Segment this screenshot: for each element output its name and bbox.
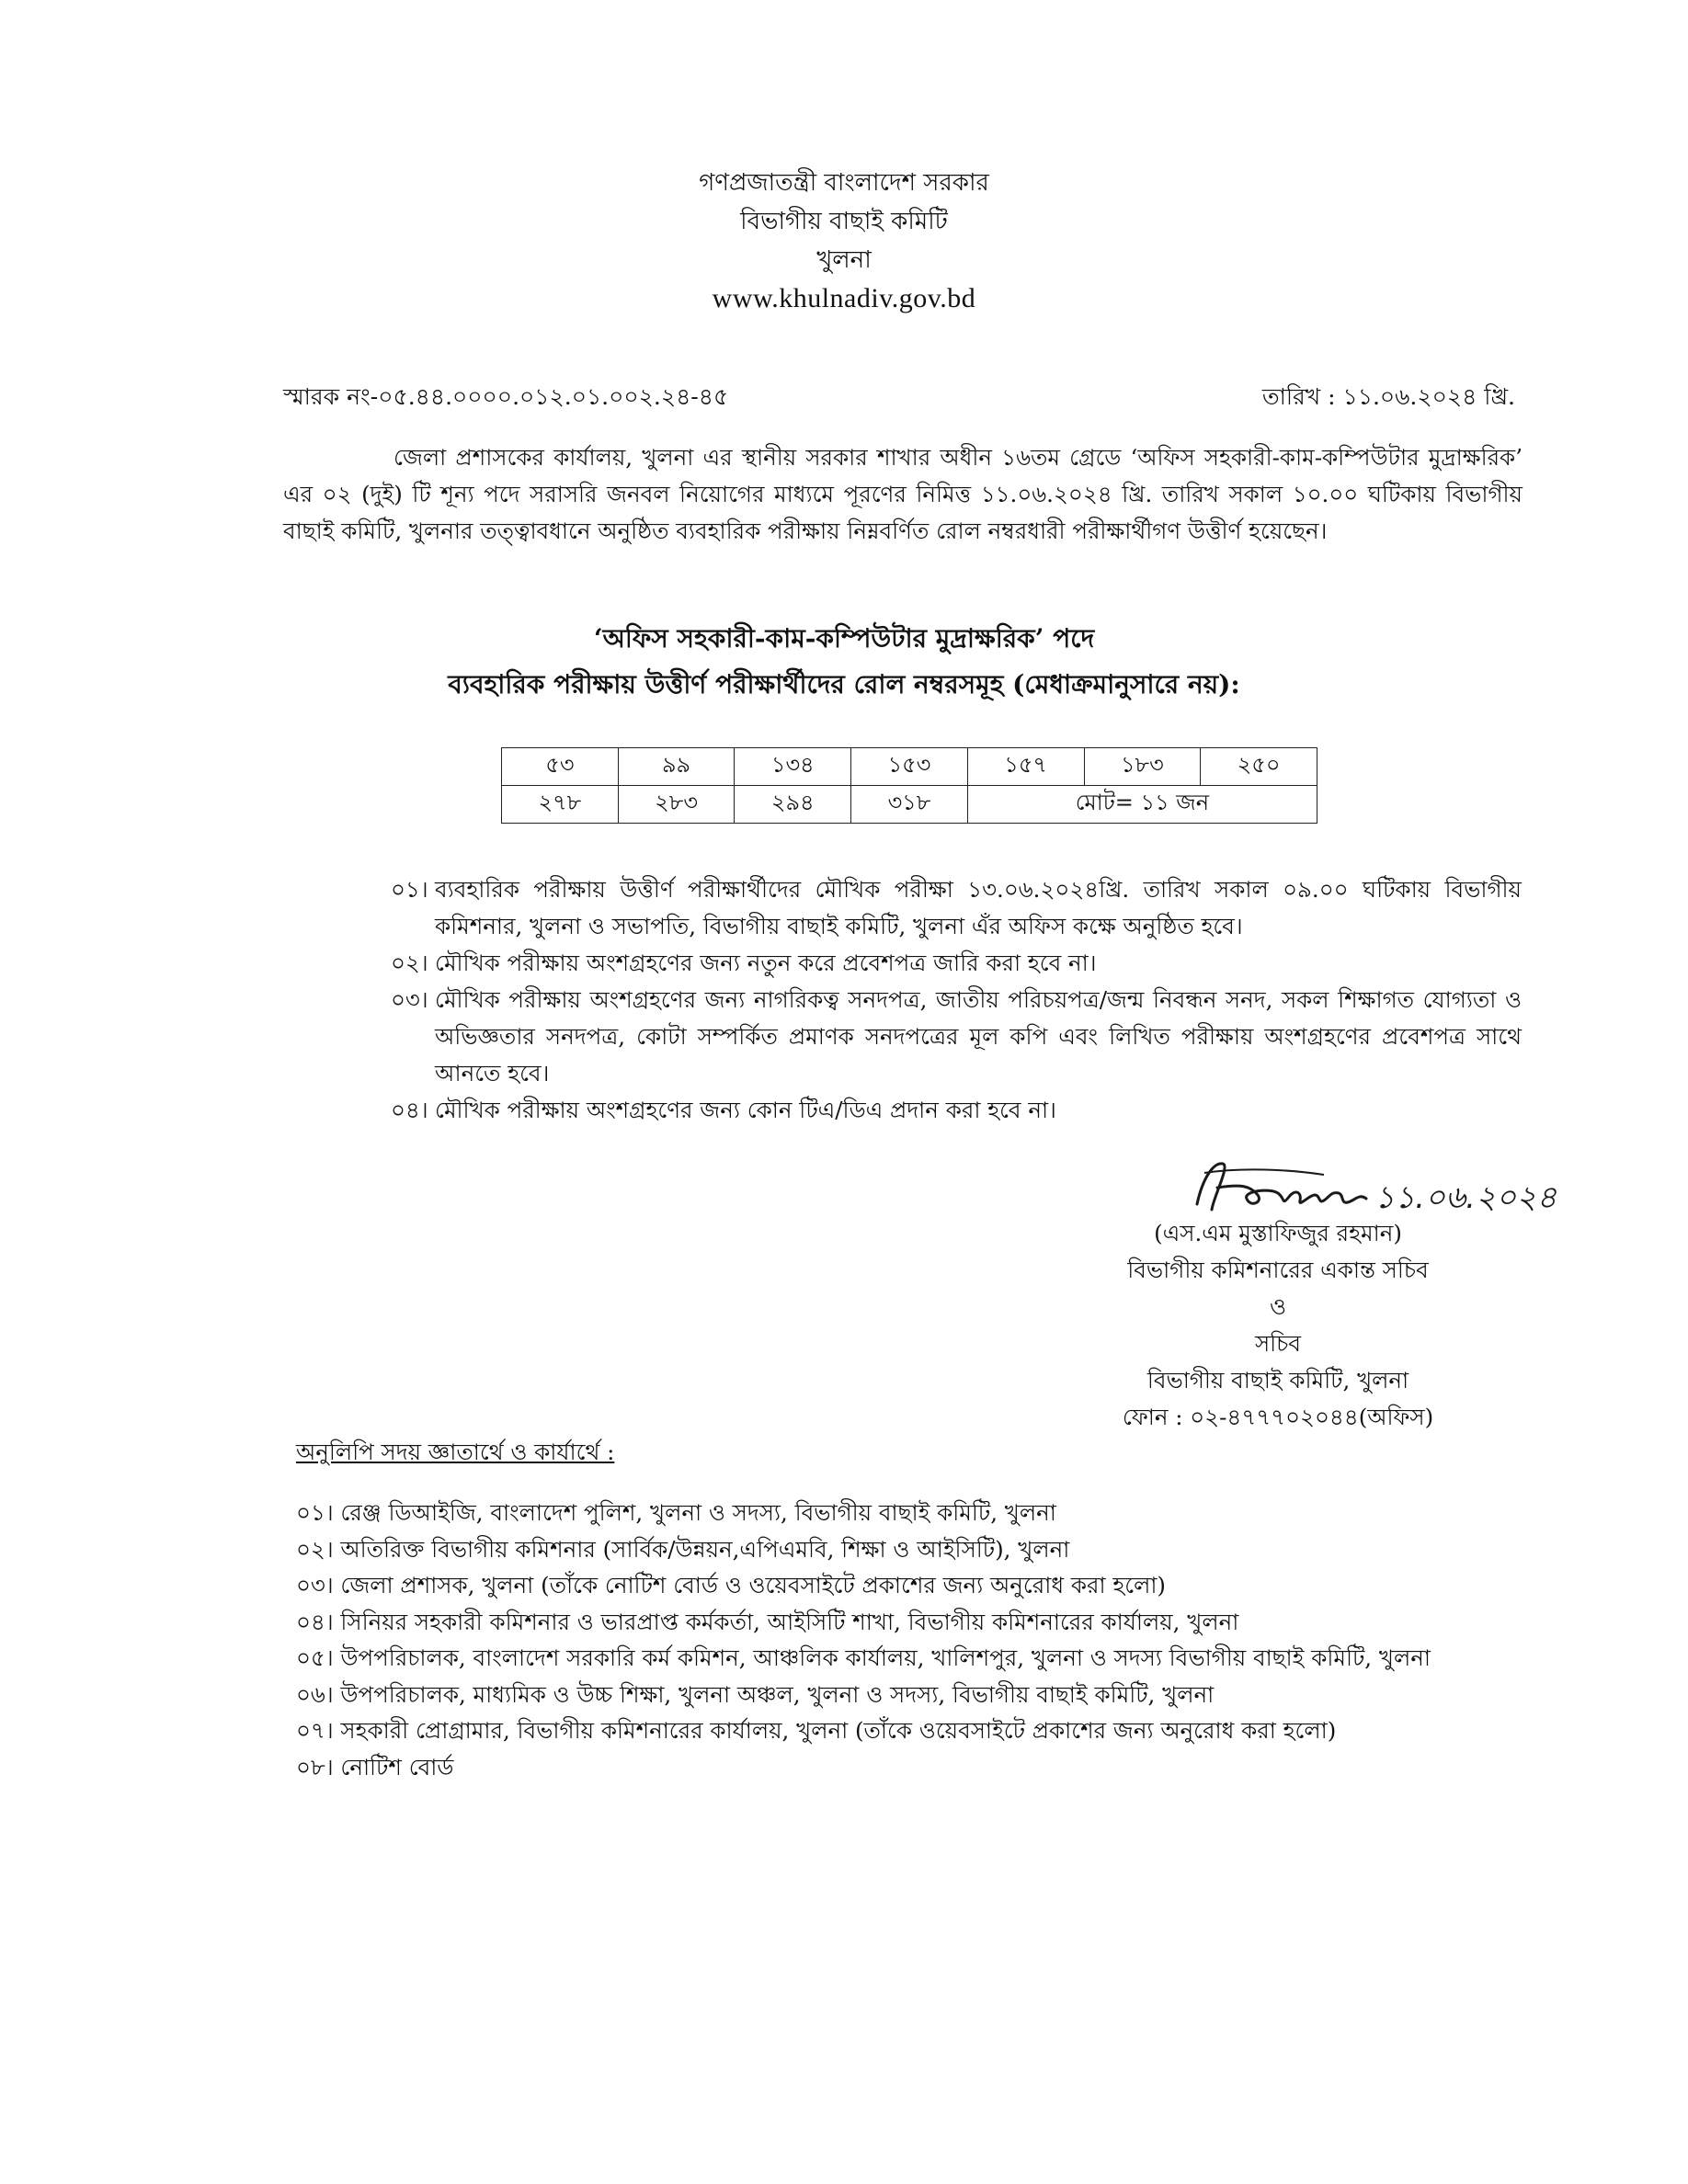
signatory-designation-2: সচিব (1254, 1330, 1302, 1357)
committee-name: বিভাগীয় বাছাই কমিটি (740, 208, 948, 235)
handwritten-date: ১১.০৬.২০২৪ (1374, 1179, 1557, 1216)
signatory-block (1085, 1215, 1471, 1436)
roll-cell: ৯৯ (618, 748, 735, 786)
list-item: ০৩। জেলা প্রশাসক, খুলনা (তাঁকে নোটিশ বোর্ড ও ওয়েবসাইটে প্রকাশের জন্য অনুরোধ করা হলো) (296, 1572, 1166, 1598)
item-text: মৌখিক পরীক্ষায় অংশগ্রহণের জন্য নাগরিকত্ব সনদপত্র, জাতীয় পরিচয়পত্র/জন্ম নিবন্ধন সনদ, সকল শিক্ষাগত যোগ্যতা ও অভিজ্ঞতার সনদপত্র, কোটা সম্পর্কিত প্রমাণক সনদপত্রের মূল কপি এবং লিখিত পরীক্ষায় অংশগ্রহণের প্রবেশপত্র সাথে আনতে হবে। (435, 986, 1522, 1086)
memo-number: স্মারক নং-০৫.৪৪.০০০০.০১২.০১.০০২.২৪-৪৫ (283, 383, 729, 410)
item-text: মৌখিক পরীক্ষায় অংশগ্রহণের জন্য নতুন করে প্রবেশপত্র জারি করা হবে না। (435, 950, 1097, 976)
list-item (391, 982, 1522, 1092)
roll-cell: ১৫৩ (851, 748, 968, 786)
city-name: খুলনা (816, 246, 872, 274)
signatory-designation-1: বিভাগীয় কমিশনারের একান্ত সচিব (1127, 1257, 1429, 1283)
roll-cell: ৫৩ (502, 748, 619, 786)
list-item: ০২। অতিরিক্ত বিভাগীয় কমিশনার (সার্বিক/উন্নয়ন,এপিএমবি, শিক্ষা ও আইসিটি), খুলনা (296, 1535, 1070, 1563)
roll-cell: ৩১৮ (851, 786, 968, 824)
title-line-2: ব্যবহারিক পরীক্ষায় উত্তীর্ণ পরীক্ষার্থীদের রোল নম্বরসমূহ (মেধাক্রমানুসারে নয়): (448, 669, 1240, 700)
item-text: মৌখিক পরীক্ষায় অংশগ্রহণের জন্য কোন টিএ/ডিএ প্রদান করা হবে না। (435, 1097, 1056, 1123)
intro-paragraph: জেলা প্রশাসকের কার্যালয়, খুলনা এর স্থানীয় সরকার শাখার অধীন ১৬তম গ্রেডে ‘অফিস সহকারী-কাম-কম্পিউটার মুদ্রাক্ষরিক’ এর ০২ (দুই) টি শূন্য পদে সরাসরি জনবল নিয়োগের মাধ্যমে পূরণের নিমিত্ত ১১.০৬.২০২৪ খ্রি. তারিখ সকাল ১০.০০ ঘটিকায় বিভাগীয় বাছাই কমিটি, খুলনার তত্ত্বাবধানে অনুষ্ঠিত ব্যবহারিক পরীক্ষায় নিম্নবর্ণিত রোল নম্বরধারী পরীক্ষার্থীগণ উত্তীর্ণ হয়েছেন। (283, 444, 1523, 544)
roll-cell: ১৮৩ (1084, 748, 1201, 786)
government-name: গণপ্রজাতন্ত্রী বাংলাদেশ সরকার (699, 169, 989, 197)
roll-cell: ১৩৪ (735, 748, 851, 786)
handwritten-signature (1186, 1151, 1591, 1224)
list-item (391, 871, 1522, 945)
result-title (0, 616, 1688, 708)
roll-number-table (501, 747, 1317, 824)
roll-cell: ২৫০ (1201, 748, 1317, 786)
table-row (502, 786, 1317, 824)
signatory-phone: ফোন : ০২-৪৭৭৭০২০৪৪(অফিস) (1122, 1404, 1434, 1430)
list-item (391, 945, 1522, 982)
roll-cell: ১৫৭ (967, 748, 1084, 786)
instruction-list (391, 871, 1522, 1129)
cc-heading: অনুলিপি সদয় জ্ঞাতার্থে ও কার্যার্থে : (296, 1439, 615, 1465)
item-text: ব্যবহারিক পরীক্ষায় উত্তীর্ণ পরীক্ষার্থীদের মৌখিক পরীক্ষা ১৩.০৬.২০২৪খ্রি. তারিখ সকাল ০৯.০০ ঘটিকায় বিভাগীয় কমিশনার, খুলনা ও সভাপতি, বিভাগীয় বাছাই কমিটি, খুলনা এঁর অফিস কক্ষে অনুষ্ঠিত হবে। (435, 876, 1522, 939)
signatory-committee: বিভাগীয় বাছাই কমিটি, খুলনা (1146, 1367, 1409, 1393)
roll-cell: ২৯৪ (735, 786, 851, 824)
item-number: ০১। (391, 876, 428, 903)
list-item (391, 1092, 1522, 1129)
roll-cell: ২৮৩ (618, 786, 735, 824)
signatory-conjunction: ও (1269, 1293, 1287, 1320)
list-item: ০৬। উপপরিচালক, মাধ্যমিক ও উচ্চ শিক্ষা, খুলনা অঞ্চল, খুলনা ও সদস্য, বিভাগীয় বাছাই কমিটি, খুলনা (296, 1680, 1215, 1708)
item-number: ০৪। (391, 1097, 428, 1123)
list-item: ০৮। নোটিশ বোর্ড (296, 1753, 454, 1780)
list-item: ০৫। উপপরিচালক, বাংলাদেশ সরকারি কর্ম কমিশন, আঞ্চলিক কার্যালয়, খালিশপুর, খুলনা ও সদস্য বিভাগীয় বাছাই কমিটি, খুলনা (296, 1644, 1431, 1671)
item-number: ০৩। (391, 986, 428, 1013)
list-item: ০৭। সহকারী প্রোগ্রামার, বিভাগীয় কমিশনারের কার্যালয়, খুলনা (তাঁকে ওয়েবসাইটে প্রকাশের জন্য অনুরোধ করা হলো) (296, 1717, 1337, 1744)
memo-date: তারিখ : ১১.০৬.২০২৪ খ্রি. (1261, 383, 1515, 410)
roll-cell: ২৭৮ (502, 786, 619, 824)
item-number: ০২। (391, 950, 428, 976)
table-row (502, 748, 1317, 786)
letterhead (0, 164, 1688, 318)
title-line-1: ‘অফিস সহকারী-কাম-কম্পিউটার মুদ্রাক্ষরিক’ পদে (593, 623, 1095, 654)
list-item: ০৪। সিনিয়র সহকারী কমিশনার ও ভারপ্রাপ্ত কর্মকর্তা, আইসিটি শাখা, বিভাগীয় কমিশনারের কার্যালয়, খুলনা (296, 1608, 1239, 1635)
signatory-name: (এস.এম মুস্তাফিজুর রহমান) (1154, 1220, 1402, 1246)
total-cell: মোট= ১১ জন (967, 786, 1317, 824)
website-link[interactable]: www.khulnadiv.gov.bd (712, 283, 976, 313)
list-item: ০১। রেঞ্জ ডিআইজি, বাংলাদেশ পুলিশ, খুলনা ও সদস্য, বিভাগীয় বাছাই কমিটি, খুলনা (296, 1499, 1056, 1526)
cc-list (296, 1495, 1546, 1785)
